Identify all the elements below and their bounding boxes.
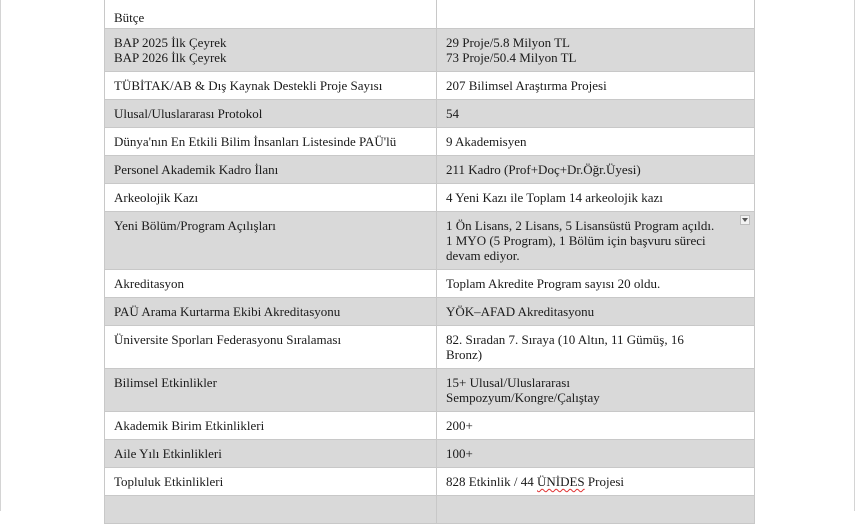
row-value: 29 Proje/5.8 Milyon TL (446, 35, 570, 50)
row-value: 9 Akademisyen (446, 134, 527, 149)
row-label: Dünya'nın En Etkili Bilim İnsanları Listesinde PAÜ'lü (114, 134, 397, 149)
table-cell-value[interactable] (437, 212, 755, 270)
table-row (105, 270, 755, 298)
table-cell-label[interactable] (105, 369, 437, 412)
table-cell-value[interactable] (437, 100, 755, 128)
table-row (105, 468, 755, 496)
table-cell-label[interactable] (105, 496, 437, 524)
table-cell-label[interactable] (105, 100, 437, 128)
row-label: Ulusal/Uluslararası Protokol (114, 106, 263, 121)
table-row (105, 128, 755, 156)
table-row (105, 440, 755, 468)
table-row (105, 212, 755, 270)
table-cell-label[interactable] (105, 440, 437, 468)
row-value: 200+ (446, 418, 473, 433)
table-cell-value[interactable] (437, 369, 755, 412)
row-value: YÖK–AFAD Akreditasyonu (446, 304, 595, 319)
row-label: Aile Yılı Etkinlikleri (114, 446, 222, 461)
table-cell-value[interactable] (437, 440, 755, 468)
table-cell-value[interactable] (437, 184, 755, 212)
row-label: BAP 2026 İlk Çeyrek (114, 50, 227, 65)
table-cell-value[interactable] (437, 156, 755, 184)
row-value: Toplam Akredite Program sayısı 20 oldu. (446, 276, 661, 291)
table-cell-label[interactable] (105, 128, 437, 156)
spellcheck-word: ÜNİDES (537, 474, 585, 489)
table-cell-label[interactable] (105, 72, 437, 100)
table-row (105, 72, 755, 100)
table-row (105, 298, 755, 326)
table-cell-label[interactable] (105, 184, 437, 212)
table-cell-label[interactable] (105, 29, 437, 72)
table-cell-value[interactable] (437, 270, 755, 298)
table-cell-label[interactable] (105, 326, 437, 369)
table-cell-label[interactable] (105, 212, 437, 270)
table-cell-label[interactable] (105, 298, 437, 326)
page-edge-left (0, 0, 1, 511)
row-value: Bronz) (446, 347, 483, 362)
row-label: Akreditasyon (114, 276, 185, 291)
table-cell-value[interactable] (437, 468, 755, 496)
table-cell-label[interactable] (105, 412, 437, 440)
row-value: 4 Yeni Kazı ile Toplam 14 arkeolojik kazı (446, 190, 663, 205)
row-label: Personel Akademik Kadro İlanı (114, 162, 279, 177)
row-value: 1 MYO (5 Program), 1 Bölüm için başvuru süreci (446, 233, 706, 248)
table-row (105, 29, 755, 72)
table-row (105, 496, 755, 524)
row-label: Bütçe (114, 10, 145, 25)
row-label: BAP 2025 İlk Çeyrek (114, 35, 227, 50)
row-label: Topluluk Etkinlikleri (114, 474, 224, 489)
row-value: Sempozyum/Kongre/Çalıştay (446, 390, 600, 405)
table-row (105, 0, 755, 29)
row-label: Üniversite Sporları Federasyonu Sıralaması (114, 332, 342, 347)
table-cell-label[interactable] (105, 270, 437, 298)
row-value: 211 Kadro (Prof+Doç+Dr.Öğr.Üyesi) (446, 162, 641, 177)
row-label: Akademik Birim Etkinlikleri (114, 418, 265, 433)
table-cell-label[interactable] (105, 0, 437, 29)
row-value: 73 Proje/50.4 Milyon TL (446, 50, 577, 65)
row-value: 828 Etkinlik / 44 ÜNİDES Projesi (446, 474, 625, 489)
table-row (105, 326, 755, 369)
table-row (105, 369, 755, 412)
table-cell-value[interactable] (437, 496, 755, 524)
row-label: Arkeolojik Kazı (114, 190, 199, 205)
table-cell-value[interactable] (437, 72, 755, 100)
chevron-down-icon[interactable] (740, 215, 750, 225)
table-cell-label[interactable] (105, 468, 437, 496)
table-cell-value[interactable] (437, 326, 755, 369)
table-row (105, 412, 755, 440)
row-label: TÜBİTAK/AB & Dış Kaynak Destekli Proje Sayısı (114, 78, 383, 93)
row-value: 54 (446, 106, 459, 121)
row-value: devam ediyor. (446, 248, 520, 263)
table-row (105, 100, 755, 128)
statistics-table (104, 0, 755, 524)
row-label: PAÜ Arama Kurtarma Ekibi Akreditasyonu (114, 304, 341, 319)
table-cell-value[interactable] (437, 128, 755, 156)
page-edge-right (854, 0, 855, 511)
table-row (105, 184, 755, 212)
table-cell-value[interactable] (437, 298, 755, 326)
row-value: 15+ Ulusal/Uluslararası (446, 375, 570, 390)
row-value: 100+ (446, 446, 473, 461)
row-value: 207 Bilimsel Araştırma Projesi (446, 78, 607, 93)
row-label: Yeni Bölüm/Program Açılışları (114, 218, 276, 233)
table-row (105, 156, 755, 184)
table-cell-label[interactable] (105, 156, 437, 184)
table-cell-value[interactable] (437, 412, 755, 440)
row-value: 1 Ön Lisans, 2 Lisans, 5 Lisansüstü Program açıldı. (446, 218, 715, 233)
row-value: 82. Sıradan 7. Sıraya (10 Altın, 11 Gümüş, 16 (446, 332, 684, 347)
table-cell-value[interactable] (437, 0, 755, 29)
table-cell-value[interactable] (437, 29, 755, 72)
row-label: Bilimsel Etkinlikler (114, 375, 217, 390)
